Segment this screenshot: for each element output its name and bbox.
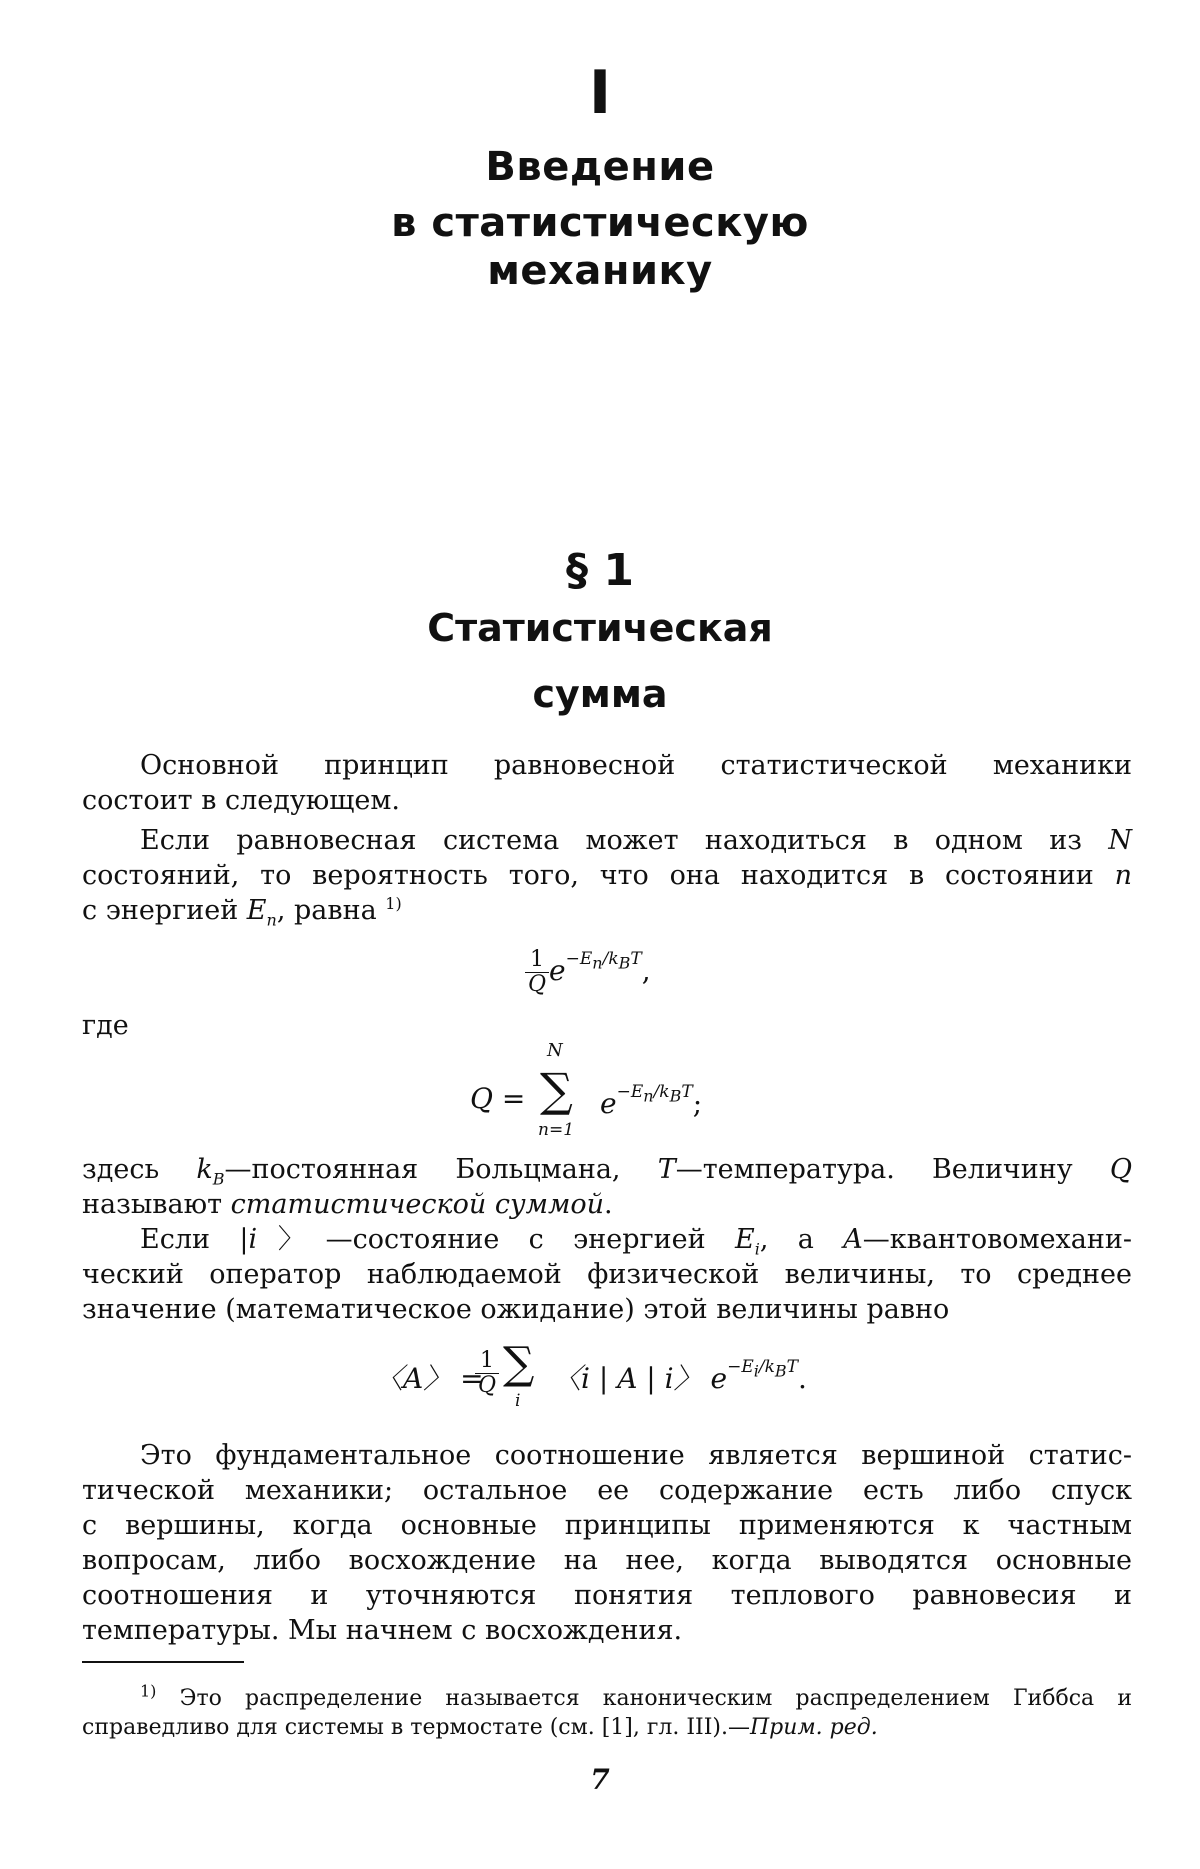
section-number: § 1: [566, 545, 634, 596]
paragraph-4-line-2: ческий оператор наблюдаемой физической величины, то среднее: [82, 1259, 1132, 1290]
where-word: где: [82, 1010, 129, 1041]
paragraph-2-line-2: состояний, то вероятность того, что она находится в состоянии n: [82, 860, 1132, 891]
paragraph-3-line-2: называют статистической суммой.: [82, 1189, 613, 1220]
chapter-title-line-1: Введение: [485, 144, 715, 190]
paragraph-2-line-3: с энергией $E_n$, равна $^{1)}$: [82, 894, 402, 930]
footnote-line-2: справедливо для системы в термостате (см. [1], гл. III).—Прим. ред.: [82, 1715, 878, 1740]
paragraph-5-line-4: вопросам, либо восхождение на нее, когда выводятся основные: [82, 1545, 1132, 1576]
var-n: n: [1114, 860, 1132, 891]
chapter-title-line-2: в статистическую: [391, 200, 809, 246]
section-title-line-2: сумма: [532, 672, 668, 716]
paragraph-1-line-1: Основной принцип равновесной статистической механики: [140, 750, 1132, 781]
paragraph-5-line-1: Это фундаментальное соотношение является вершиной статис-: [140, 1440, 1132, 1471]
footnote-marker: 1): [140, 1681, 157, 1701]
book-page: I Введение в статистическую механику § 1 Статистическая сумма Основной принцип равновесной статистической механики состоит в следующем. Если равновесная система может находиться в одном из N состояний, то вероятность того, что она находится в состоянии n с энергией $E_n$, равна $^{1)}$ $\frac{1}{Q}$ $e^{-E_n/k_BT}$, где Q = N ∑ n=1 $e^{-E_n/k_BT}$; здесь $k_B—постоянная$ Больцмана, T—температура. Величину Q называют статистической суммой. Если |i〉—состояние с энергией $E_i$, а A—квантовомехани- ческий оператор наблюдаемой физической величины, то среднее значение (математическое ожидание) этой величины равно 〈A〉 = $\frac{1}{Q}$ ∑ i 〈i | A | i〉 $e^{-E_i/k_BT}$. Это фундаментальное соотношение является вершиной статис- тической механики; остальное ее содержание есть либо спуск с вершины, когда основные принципы применяются к частным вопросам, либо восхождение на нее, когда выводятся основные соотношения и уточняются понятия теплового равновесия и температуры. Мы начнем с восхождения. $^{1)}$ Это распределение называется каноническим распределением Гиббса и справедливо для системы в термостате (см. [1], гл. III).—Прим. ред. 7: [0, 0, 1200, 1869]
formula-probability: $\frac{1}{Q}$ $e^{-E_n/k_BT}$,: [525, 948, 651, 997]
paragraph-5-line-6: температуры. Мы начнем с восхождения.: [82, 1615, 683, 1646]
chapter-title-line-3: механику: [487, 248, 713, 294]
fraction: $\frac{1}{Q}$: [475, 1349, 499, 1398]
paragraph-1-line-2: состоит в следующем.: [82, 785, 400, 816]
sum-symbol: ∑: [540, 1063, 573, 1117]
paragraph-4-line-1: Если |i〉—состояние с энергией $E_i$, а A—квантовомехани-: [140, 1224, 1132, 1259]
paragraph-3-line-1: здесь $k_B—постоянная$ Больцмана, T—температура. Величину Q: [82, 1154, 1133, 1189]
paragraph-2-line-1: Если равновесная система может находиться в одном из N: [140, 825, 1132, 856]
footnote-ref: 1): [385, 894, 402, 913]
paragraph-4-line-3: значение (математическое ожидание) этой величины равно: [82, 1294, 950, 1325]
footnote-line-1: $^{1)}$ Это распределение называется каноническим распределением Гиббса и: [140, 1681, 1132, 1711]
sum-symbol: ∑: [503, 1338, 535, 1389]
paragraph-5-line-5: соотношения и уточняются понятия теплового равновесия и: [82, 1580, 1132, 1611]
paragraph-5-line-2: тической механики; остальное ее содержание есть либо спуск: [82, 1475, 1132, 1506]
paragraph-5-line-3: с вершины, когда основные принципы применяются к частным: [82, 1510, 1132, 1541]
term-partition-function: статистической суммой: [230, 1189, 605, 1220]
fraction: $\frac{1}{Q}$: [525, 948, 549, 997]
page-number: 7: [590, 1763, 610, 1796]
footnote-divider: [82, 1661, 244, 1663]
section-title-line-1: Статистическая: [427, 606, 773, 650]
chapter-number: I: [588, 58, 612, 128]
var-N: N: [1108, 825, 1132, 856]
